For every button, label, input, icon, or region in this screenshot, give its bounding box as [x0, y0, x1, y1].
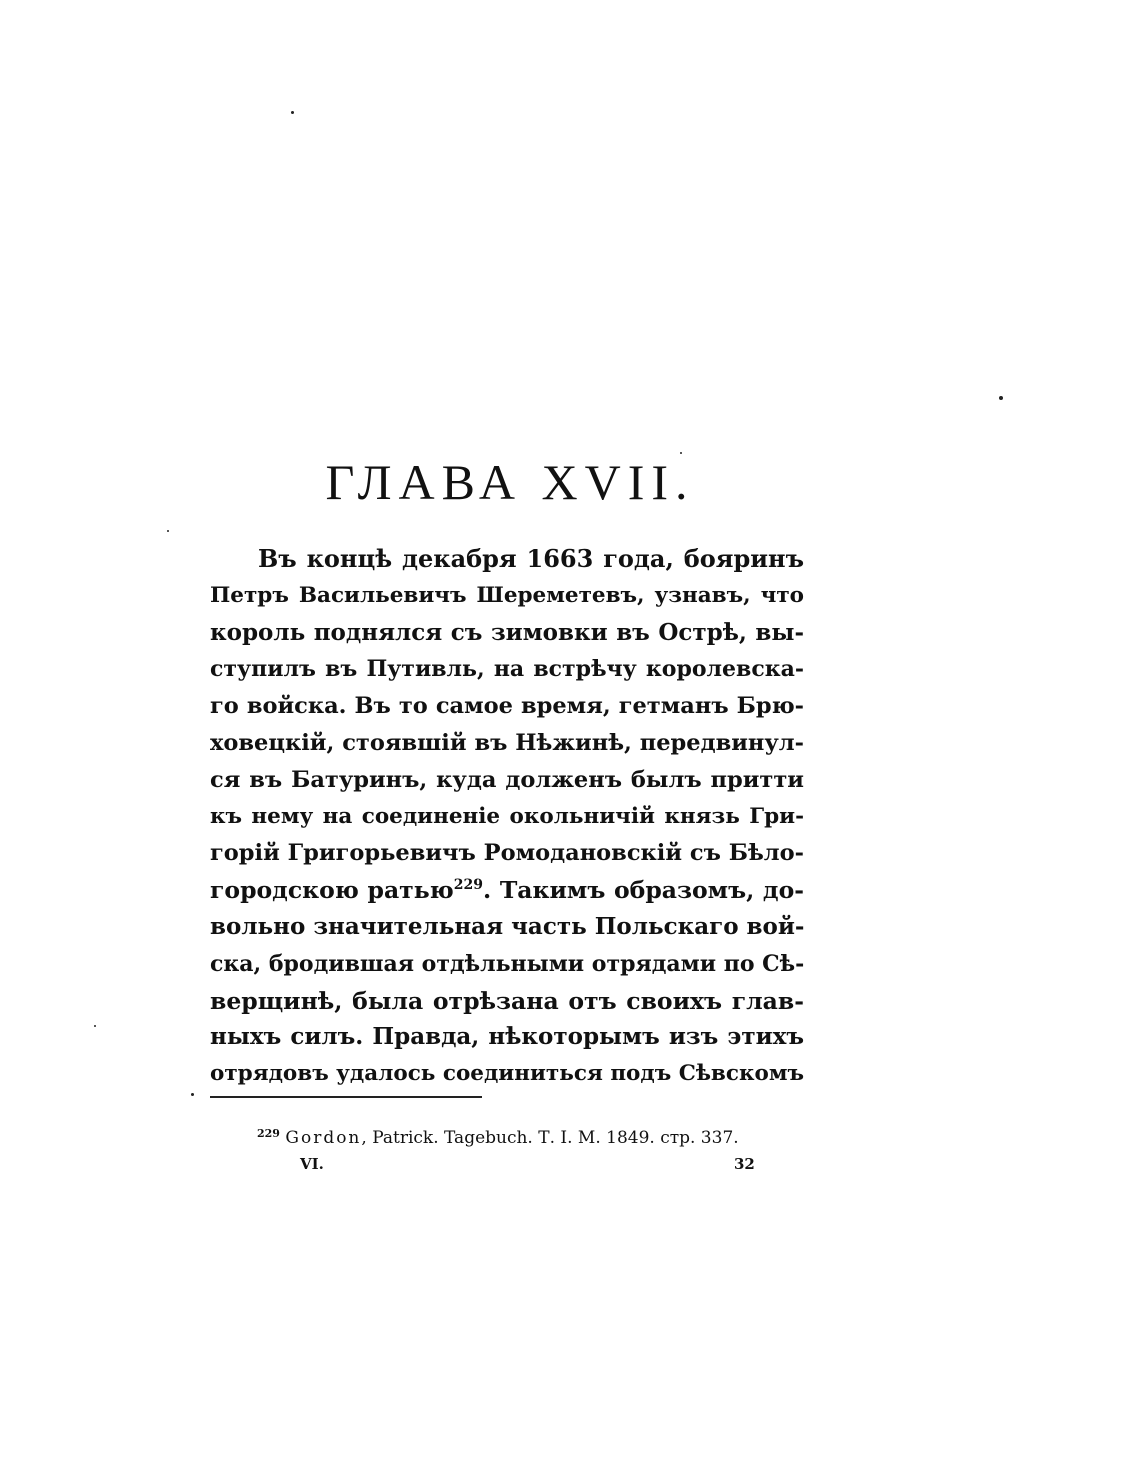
text-line: ховецкій, стоявшій въ Нѣжинѣ, передвинул-: [210, 729, 804, 756]
sheet-signature: 32: [734, 1155, 755, 1173]
print-speck: [291, 111, 294, 114]
text-line: Въ концѣ декабря 1663 года, бояринъ: [258, 544, 804, 573]
text-line: ся въ Батуринъ, куда долженъ былъ притти: [210, 766, 804, 793]
text-line: къ нему на соединеніе окольничій князь Гри-: [210, 803, 804, 829]
footnote: [257, 1122, 757, 1150]
footnote-text: , Patrick. Tagebuch. Т. I. M. 1849. стр. 337.: [361, 1128, 739, 1148]
text-line: горій Григорьевичъ Ромодановскій съ Бѣло-: [210, 840, 804, 867]
print-speck: [94, 1025, 96, 1027]
text-line: ступилъ въ Путивль, на встрѣчу королевска-: [210, 656, 804, 683]
print-speck: [999, 396, 1003, 400]
text-segment: . Такимъ образомъ, до-: [483, 876, 804, 905]
text-line: король поднялся съ зимовки въ Острѣ, вы-: [210, 618, 804, 646]
volume-signature: VI.: [300, 1155, 324, 1173]
text-line: го войска. Въ то самое время, гетманъ Брю-: [210, 693, 804, 720]
text-line-with-footnote: [210, 872, 804, 909]
text-line: Петръ Васильевичъ Шереметевъ, узнавъ, что: [210, 582, 804, 608]
footnote-number: 229: [257, 1127, 280, 1140]
print-speck: [167, 530, 169, 532]
footnote-author: Gordon: [285, 1128, 362, 1148]
chapter-heading: ГЛАВА XVII.: [325, 454, 695, 510]
text-line: верщинѣ, была отрѣзана отъ своихъ глав-: [210, 986, 804, 1015]
text-line: вольно значительная часть Польскаго вой-: [210, 912, 805, 940]
print-speck: [191, 1093, 194, 1096]
text-line: отрядовъ удалось соединиться подъ Сѣвскомъ: [210, 1061, 804, 1087]
main-paragraph: [210, 541, 804, 1093]
footnote-reference[interactable]: 229: [453, 877, 484, 894]
text-line: ска, бродившая отдѣльными отрядами по Сѣ-: [210, 950, 805, 977]
text-line: ныхъ силъ. Правда, нѣкоторымъ изъ этихъ: [210, 1023, 804, 1051]
footnote-divider: [210, 1096, 482, 1098]
text-segment: городскою ратью: [210, 876, 454, 905]
